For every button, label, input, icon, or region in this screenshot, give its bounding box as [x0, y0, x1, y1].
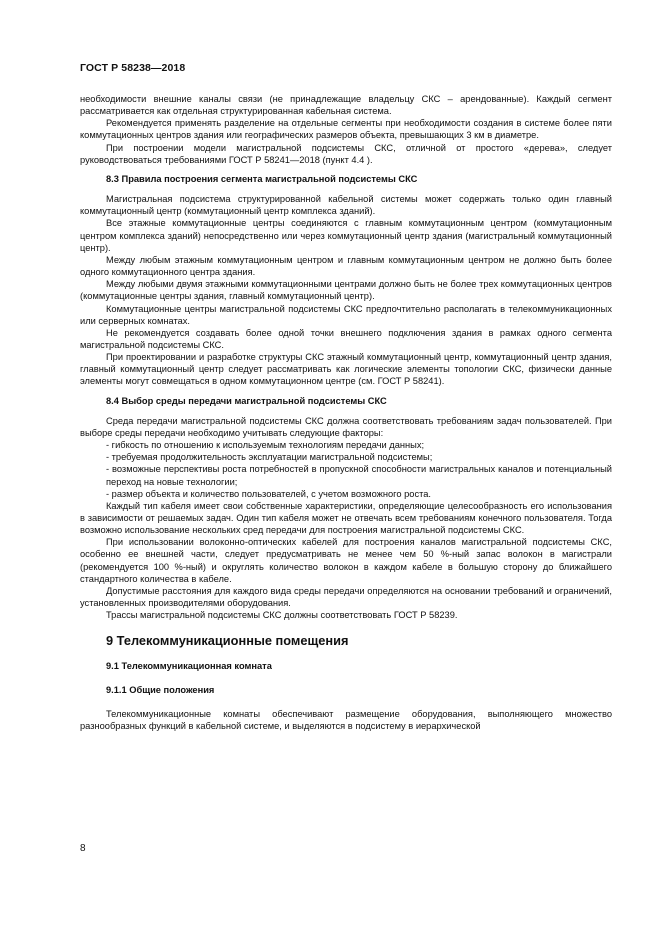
section-heading-8-3: 8.3 Правила построения сегмента магистральной подсистемы СКС: [106, 173, 418, 184]
list-item: - размер объекта и количество пользователей, с учетом возможного роста.: [106, 488, 432, 499]
section-heading-8-4: 8.4 Выбор среды передачи магистральной подсистемы СКС: [106, 395, 387, 406]
section-heading-9-1-1: 9.1.1 Общие положения: [106, 684, 215, 695]
paragraph: Не рекомендуется создавать более одной точки внешнего подключения здания в рамках одного сегмента магистральной подсистемы СКС.: [80, 327, 612, 350]
paragraph: Среда передачи магистральной подсистемы СКС должна соответствовать требованиям задач пользователей. При выборе среды передачи необходимо учитывать следующие факторы:: [80, 415, 612, 438]
paragraph: Каждый тип кабеля имеет свои собственные характеристики, определяющие целесообразность его использования в зависимости от решаемых задач. Один тип кабеля может не отвечать всем требованиям конечного пользователя. Тогда возможно использование нескольких сред передачи для построения магистральной подсистемы СКС.: [80, 500, 612, 536]
paragraph: Все этажные коммутационные центры соединяются с главным коммутационным центром (коммутационным центром комплекса зданий) непосредственно или через коммутационный центр здания (магистральный коммутационный центр).: [80, 218, 612, 253]
paragraph: При построении модели магистральной подсистемы СКС, отличной от простого «дерева», следует руководствоваться требованиями ГОСТ Р 58241—2018 (пункт 4.4 ).: [80, 142, 612, 165]
paragraph: При проектировании и разработке структуры СКС этажный коммутационный центр, коммутационный центр здания, главный коммутационный центр следует рассматривать как логические элементы топологии СКС, физически данные элементы могут совмещаться в одном коммутационном центре (см. ГОСТ Р 58241).: [80, 352, 612, 387]
paragraph: Рекомендуется применять разделение на отдельные сегменты при необходимости создания в системе более пяти коммутационных центров здания или географических размеров объекта, превышающих 3 км в диаметре.: [80, 118, 612, 141]
paragraph: Магистральная подсистема структурированной кабельной системы может содержать только один главный коммутационный центр (коммутационный центр комплекса зданий).: [80, 194, 612, 217]
document-header: ГОСТ Р 58238—2018: [80, 62, 186, 74]
paragraph: Трассы магистральной подсистемы СКС должны соответствовать ГОСТ Р 58239.: [106, 610, 458, 621]
chapter-heading-9: 9 Телекоммуникационные помещения: [106, 633, 349, 649]
list-item: - гибкость по отношению к используемым технологиям передачи данных;: [106, 440, 425, 451]
paragraph: Допустимые расстояния для каждого вида среды передачи определяются на основании требований и ограничений, установленных производителями оборудования.: [80, 585, 612, 609]
paragraph: Между любым этажным коммутационным центром и главным коммутационным центром не должно быть более одного коммутационного центра здания.: [80, 254, 612, 278]
list-item: - возможные перспективы роста потребностей в пропускной способности магистральных каналов и потенциальный переход на новые технологии;: [106, 464, 612, 487]
page-number: 8: [80, 843, 86, 854]
document-body: [80, 93, 612, 732]
paragraph: Коммутационные центры магистральной подсистемы СКС предпочтительно располагать в телекоммуникационных или серверных комнатах.: [80, 303, 612, 326]
paragraph: необходимости внешние каналы связи (не принадлежащие владельцу СКС – арендованные). Каждый сегмент рассматривается как отдельная структурированная кабельная система.: [80, 94, 612, 117]
paragraph: Между любыми двумя этажными коммутационными центрами должно быть не более трех коммутационных центров (коммутационные центры здания, главный коммутационный центр).: [80, 279, 612, 302]
paragraph: При использовании волоконно-оптических кабелей для построения каналов магистральной подсистемы СКС, особенно ее внешней части, следует предусматривать не менее чем 50 %-ный запас волокон в магистрали (рекомендуется 100 %-ный) и округлять количество волокон в каждом кабеле в большую сторону до ближайшего стандартного количества в кабеле.: [80, 537, 612, 584]
paragraph: Телекоммуникационные комнаты обеспечивают размещение оборудования, выполняющего множество разнообразных функций в кабельной системе, и выделяются в подсистему в иерархической: [80, 708, 612, 732]
list-item: - требуемая продолжительность эксплуатации магистральной подсистемы;: [106, 452, 433, 463]
section-heading-9-1: 9.1 Телекоммуникационная комната: [106, 660, 272, 671]
